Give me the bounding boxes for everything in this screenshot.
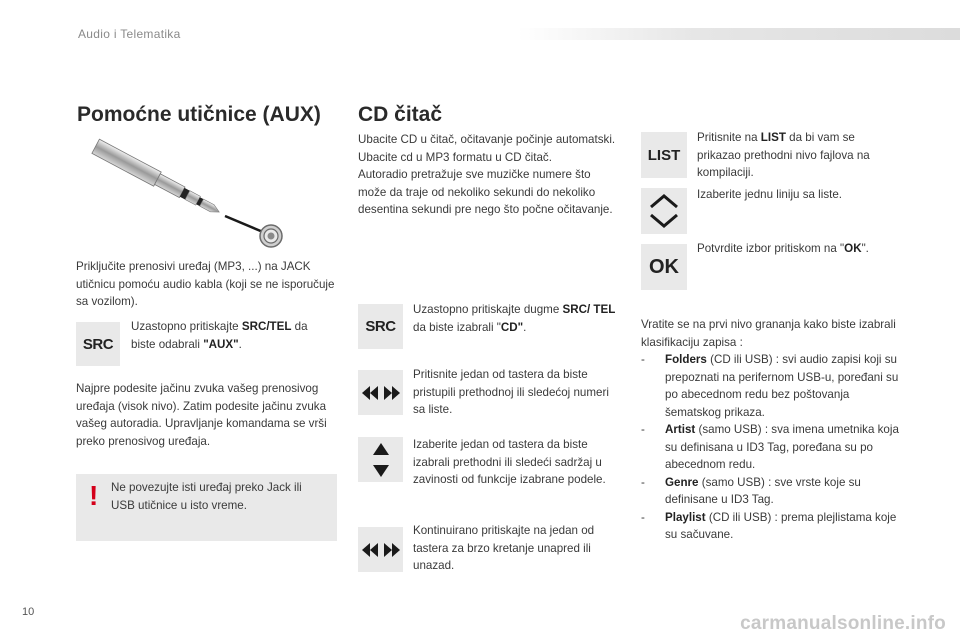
cd-src-pre: Uzastopno pritiskajte dugme — [413, 303, 563, 316]
aux-src-bold2: "AUX" — [203, 337, 239, 351]
list-post: da bi vam se prikazao prethodni nivo fajlova na kompilaciji. — [697, 131, 870, 179]
warning-box — [76, 474, 337, 541]
cd-src-bold1: SRC/ TEL — [562, 303, 616, 316]
cd-fast-text: Kontinuirano pritiskajte na jedan od tastera za brzo kretanje unapred ili unazad. — [413, 524, 595, 572]
cd-content-text: Izaberite jedan od tastera da biste izabrali prethodni ili sledeći sadržaj u zavinosti od funkcije izabrane podele. — [413, 438, 606, 486]
warning-text: Ne povezujte isti uređaj preko Jack ili USB utičnice u isto vreme. — [111, 481, 302, 512]
page-number: 10 — [22, 606, 35, 618]
list-dash: - — [641, 510, 645, 524]
src-label-cd: SRC — [365, 318, 396, 335]
cd-src-mid: da biste izabrali " — [413, 320, 501, 334]
list-label: LIST — [647, 146, 681, 164]
classification-block — [641, 316, 903, 544]
section-header: Audio i Telematika — [78, 27, 181, 41]
src-button-icon — [76, 322, 120, 366]
list-item — [641, 474, 903, 509]
cd-src-instruction — [413, 301, 623, 336]
cd-title: CD čitač — [358, 103, 443, 126]
warning-icon: ! — [89, 480, 99, 511]
list-instruction — [697, 129, 897, 182]
cd-intro-text: Ubacite CD u čitač, očitavanje počinje automatski. Ubacite cd u MP3 formatu u CD čitač. Autoradio pretražuje sve muzičke numere što može da traje od nekoliko sekundi do nekoliko desentina sekundi pre nego što počne očitavanje. — [358, 133, 616, 216]
list-item — [641, 421, 903, 474]
list-item-name: Artist — [665, 423, 696, 436]
aux-src-post: . — [238, 337, 242, 351]
list-pre: Pritisnite na — [697, 131, 761, 144]
chevron-up-down-icon — [641, 188, 687, 234]
list-item-desc: (CD ili USB) : prema plejlistama koje su sačuvane. — [665, 510, 897, 541]
list-dash: - — [641, 423, 645, 436]
src-label: SRC — [82, 335, 114, 353]
aux-src-bold1: SRC/TEL — [241, 320, 292, 333]
cd-src-post: . — [523, 320, 527, 334]
list-button-icon — [641, 132, 687, 178]
header-decor-bar — [518, 28, 960, 40]
aux-src-mid: da biste odabrali — [131, 320, 308, 351]
list-dash: - — [641, 475, 645, 489]
src-button-icon-cd — [358, 304, 403, 349]
list-item-desc: (samo USB) : sve vrste koje su definisane u ID3 Tag. — [665, 475, 861, 506]
ok-bold: OK — [844, 242, 862, 255]
up-down-arrows-icon — [358, 437, 403, 482]
ok-label: OK — [649, 255, 679, 278]
skip-track-icon — [358, 370, 403, 415]
list-item-name: Folders — [665, 353, 707, 366]
ok-pre: Potvrdite izbor pritiskom na " — [697, 242, 845, 255]
ok-post: ". — [861, 242, 869, 255]
list-item-desc: (CD ili USB) : svi audio zapisi koji su prepoznati na perifernom USB-u, poređani su po abecednom redu bez poštovanja šematskog prikaza. — [665, 353, 899, 419]
list-item-name: Genre — [665, 475, 699, 489]
aux-volume-text: Najpre podesite jačinu zvuka vašeg prenosivog uređaja (visok nivo). Zatim podesite jačinu zvuka vašeg autoradia. Upravljanje komandama se vrši preko prenosivog uređaja. — [76, 382, 327, 448]
list-bold: LIST — [760, 131, 786, 144]
list-dash: - — [641, 353, 645, 366]
cd-track-text: Pritisnite jedan od tastera da biste pristupili prethodnoj ili sledećoj numeri sa liste. — [413, 368, 609, 416]
cd-src-bold2: CD" — [500, 320, 524, 334]
aux-src-instruction — [131, 318, 331, 353]
aux-src-pre: Uzastopno pritiskajte — [131, 320, 242, 333]
jack-plug-icon — [75, 128, 290, 253]
list-select-text: Izaberite jednu liniju sa liste. — [697, 188, 843, 201]
classification-intro: Vratite se na prvi nivo grananja kako biste izabrali klasifikaciju zapisa : — [641, 318, 896, 349]
ok-button-icon — [641, 244, 687, 290]
watermark: carmanualsonline.info — [740, 613, 946, 634]
list-item — [641, 351, 903, 421]
fast-forward-rewind-icon — [358, 527, 403, 572]
list-item-desc: (samo USB) : sva imena umetnika koja su definisana u ID3 Tag, poređana su po abecednom redu. — [665, 423, 899, 471]
list-item — [641, 509, 903, 544]
ok-instruction — [697, 240, 917, 258]
aux-intro-text: Priključite prenosivi uređaj (MP3, ...) na JACK utičnicu pomoću audio kabla (koji se ne isporučuje sa vozilom). — [76, 260, 335, 308]
list-item-name: Playlist — [665, 510, 706, 524]
aux-title: Pomoćne utičnice (AUX) — [77, 103, 321, 126]
